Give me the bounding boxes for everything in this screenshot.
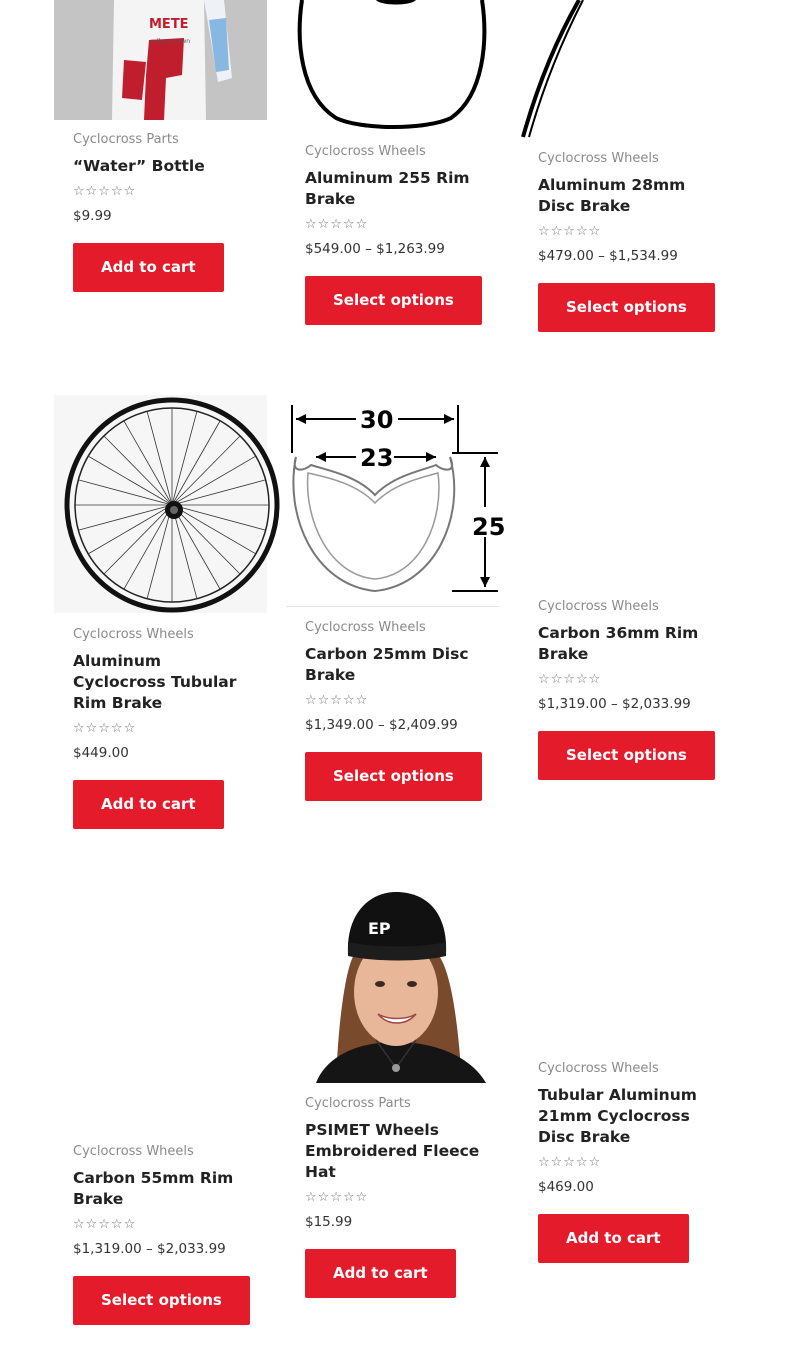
select-options-button[interactable]: Select options <box>73 1276 250 1325</box>
product-image-aluminum-255-rim[interactable] <box>286 0 499 132</box>
product-title[interactable]: PSIMET Wheels Embroidered Fleece Hat <box>305 1121 480 1181</box>
product-image-carbon-55mm-rim[interactable] <box>54 892 267 1132</box>
svg-text:roll your own: roll your own <box>151 38 191 45</box>
product-image-fleece-hat[interactable] <box>286 892 499 1083</box>
product-title[interactable]: Carbon 25mm Disc Brake <box>305 645 469 684</box>
product-price: $1,349.00 – $2,409.99 <box>305 717 458 733</box>
add-to-cart-button[interactable]: Add to cart <box>538 1214 689 1263</box>
product-title[interactable]: Aluminum 28mm Disc Brake <box>538 176 686 215</box>
star-rating: ☆☆☆☆☆ <box>73 1217 137 1232</box>
star-rating: ☆☆☆☆☆ <box>538 672 602 687</box>
product-image-carbon-25mm-profile[interactable] <box>286 395 506 607</box>
select-options-button[interactable]: Select options <box>305 276 482 325</box>
star-rating: ☆☆☆☆☆ <box>538 224 602 239</box>
product-title[interactable]: Aluminum 255 Rim Brake <box>305 169 470 208</box>
product-image-aluminum-28mm-disc[interactable] <box>519 0 732 139</box>
product-category[interactable]: Cyclocross Wheels <box>538 1061 659 1076</box>
product-price: $469.00 <box>538 1179 594 1195</box>
add-to-cart-button[interactable]: Add to cart <box>73 780 224 829</box>
svg-text:30: 30 <box>360 406 394 434</box>
product-category[interactable]: Cyclocross Parts <box>73 132 179 147</box>
product-title[interactable]: Carbon 36mm Rim Brake <box>538 624 699 663</box>
product-price: $449.00 <box>73 745 129 761</box>
svg-text:25: 25 <box>472 513 506 541</box>
product-category[interactable]: Cyclocross Wheels <box>538 599 659 614</box>
product-price: $1,319.00 – $2,033.99 <box>73 1241 226 1257</box>
product-title[interactable]: “Water” Bottle <box>73 157 205 175</box>
product-image-carbon-36mm-rim[interactable] <box>519 395 732 595</box>
product-category[interactable]: Cyclocross Wheels <box>73 1144 194 1159</box>
star-rating: ☆☆☆☆☆ <box>305 693 369 708</box>
svg-text:23: 23 <box>360 444 394 472</box>
product-title[interactable]: Tubular Aluminum 21mm Cyclocross Disc Brake <box>538 1086 697 1146</box>
star-rating: ☆☆☆☆☆ <box>73 184 137 199</box>
product-category[interactable]: Cyclocross Parts <box>305 1096 411 1111</box>
product-image-tubular-aluminum-21mm[interactable] <box>519 892 732 1057</box>
product-price: $549.00 – $1,263.99 <box>305 241 445 257</box>
product-category[interactable]: Cyclocross Wheels <box>305 144 426 159</box>
select-options-button[interactable]: Select options <box>538 731 715 780</box>
svg-text:METE: METE <box>149 17 189 32</box>
product-title[interactable]: Carbon 55mm Rim Brake <box>73 1169 234 1208</box>
select-options-button[interactable]: Select options <box>305 752 482 801</box>
product-category[interactable]: Cyclocross Wheels <box>73 627 194 642</box>
star-rating: ☆☆☆☆☆ <box>305 217 369 232</box>
star-rating: ☆☆☆☆☆ <box>73 721 137 736</box>
product-image-water-bottle[interactable] <box>54 0 267 120</box>
product-image-aluminum-tubular-wheel[interactable] <box>54 395 267 613</box>
select-options-button[interactable]: Select options <box>538 283 715 332</box>
star-rating: ☆☆☆☆☆ <box>305 1190 369 1205</box>
product-price: $1,319.00 – $2,033.99 <box>538 696 691 712</box>
product-price: $9.99 <box>73 208 112 224</box>
add-to-cart-button[interactable]: Add to cart <box>73 243 224 292</box>
product-category[interactable]: Cyclocross Wheels <box>538 151 659 166</box>
product-price: $479.00 – $1,534.99 <box>538 248 678 264</box>
product-title[interactable]: Aluminum Cyclocross Tubular Rim Brake <box>73 652 237 712</box>
svg-text:EP: EP <box>368 919 391 938</box>
product-category[interactable]: Cyclocross Wheels <box>305 620 426 635</box>
add-to-cart-button[interactable]: Add to cart <box>305 1249 456 1298</box>
star-rating: ☆☆☆☆☆ <box>538 1155 602 1170</box>
product-price: $15.99 <box>305 1214 353 1230</box>
